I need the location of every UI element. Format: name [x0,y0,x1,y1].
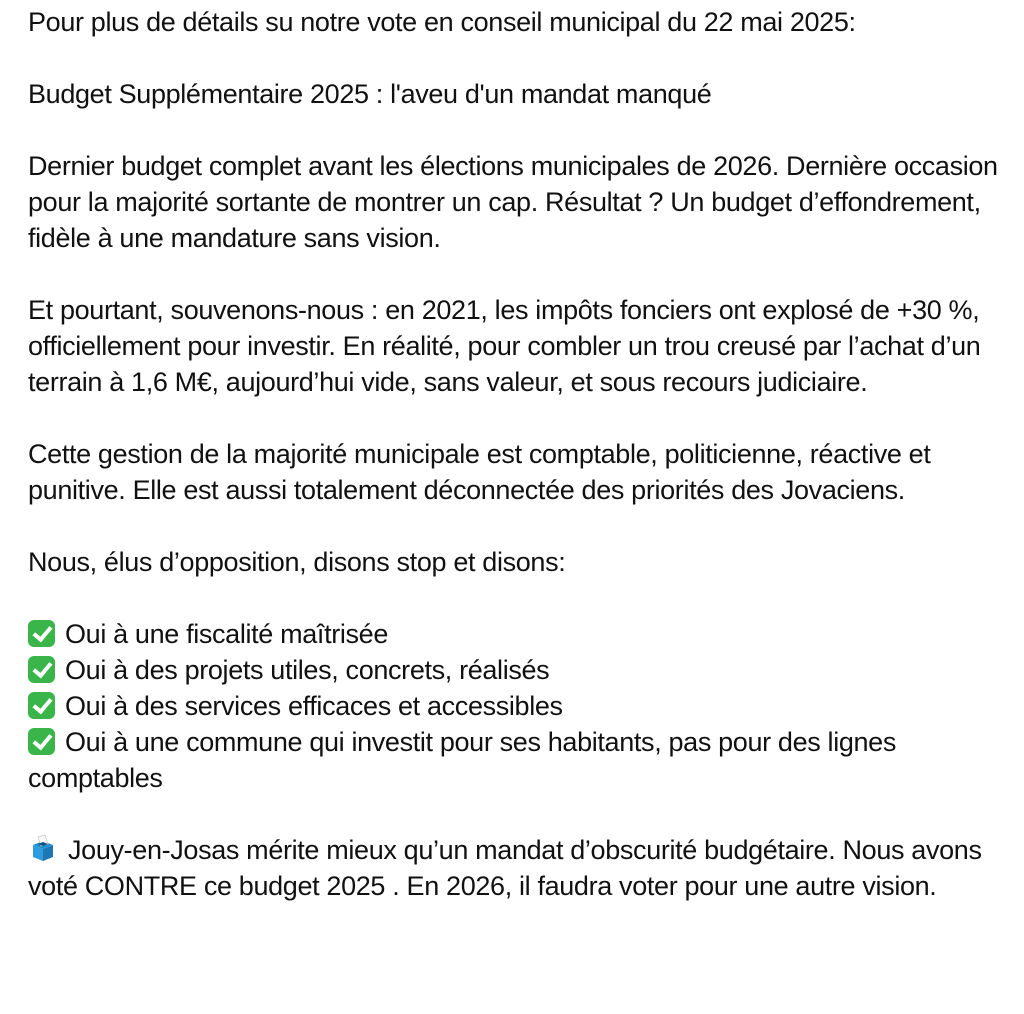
closing-paragraph [28,832,1000,904]
check-mark-icon [28,620,55,647]
paragraph-management-criticism: Cette gestion de la majorité municipale est comptable, politicienne, réactive et punitive. Elle est aussi totalement déconnectée des priorités des Jovaciens. [28,439,931,505]
list-item [28,652,1000,688]
list-item-text: Oui à une fiscalité maîtrisée [65,619,388,649]
commitments-list [28,616,1000,796]
list-item-text: Oui à des services efficaces et accessibles [65,691,563,721]
list-item-text: Oui à une commune qui investit pour ses habitants, pas pour des lignes comptables [28,727,896,793]
intro-text: Pour plus de détails su notre vote en conseil municipal du 22 mai 2025: [28,7,856,37]
list-item [28,688,1000,724]
list-item [28,724,1000,796]
paragraph-budget-context: Dernier budget complet avant les élections municipales de 2026. Dernière occasion pour la majorité sortante de montrer un cap. Résultat ? Un budget d’effondrement, fidèle à une mandature sans vision. [28,151,998,253]
post-title: Budget Supplémentaire 2025 : l'aveu d'un mandat manqué [28,79,712,109]
check-mark-icon [28,728,55,755]
closing-text: Jouy-en-Josas mérite mieux qu’un mandat d’obscurité budgétaire. Nous avons voté CONTRE ce budget 2025 . En 2026, il faudra voter pour une autre vision. [28,835,982,901]
ballot-box-icon [28,834,58,864]
paragraph-tax-history: Et pourtant, souvenons-nous : en 2021, les impôts fonciers ont explosé de +30 %, officiellement pour investir. En réalité, pour combler un trou creusé par l’achat d’un terrain à 1,6 M€, aujourd’hui vide, sans valeur, et sous recours judiciaire. [28,295,981,397]
paragraph-opposition-statement: Nous, élus d’opposition, disons stop et disons: [28,547,566,577]
list-item-text: Oui à des projets utiles, concrets, réalisés [65,655,550,685]
check-mark-icon [28,656,55,683]
check-mark-icon [28,692,55,719]
list-item [28,616,1000,652]
